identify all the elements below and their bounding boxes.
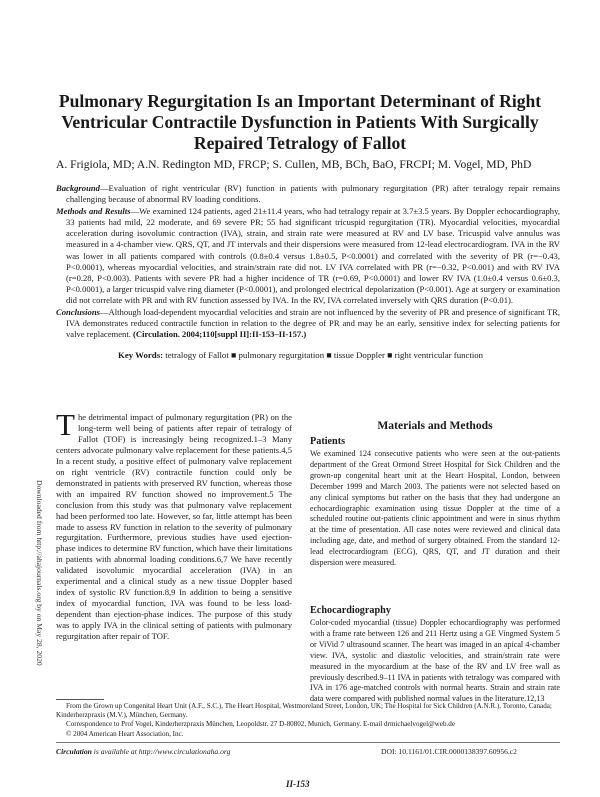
abstract-conclusions: [56, 307, 560, 340]
footnote-copyright: © 2004 American Heart Association, Inc.: [66, 729, 184, 738]
patients-paragraph: We examined 124 consecutive patients who were seen at the out-patients department of the Great Ormond Street Hospital for Sick Children and the grown-up congenital heart unit at the Heart Hospital, London, between December 1999 and March 2003. The patients were not selected based on any clinical symptoms but rather on the basis that they had undergone an echocardiographic examination using tissue Doppler at the time of a scheduled routine out-patients clinic appointment and were in sinus rhythm at the time of presentation. All case notes were reviewed and clinical data including age, date, and method of surgery obtained. From the standard 12-lead electrocardiogram (ECG), QRS, QT, and JT duration and their dispersion were measured.: [310, 449, 560, 568]
doi: DOI: 10.1161/01.CIR.0000138397.60956.c2: [381, 747, 517, 756]
keyword-separator: ■: [230, 350, 237, 360]
abstract-methods: [56, 206, 560, 306]
subheading-patients: Patients: [310, 436, 346, 447]
drop-cap: T: [56, 407, 75, 442]
section-heading-methods: Materials and Methods: [377, 419, 493, 432]
subheading-echocardiography: Echocardiography: [310, 605, 391, 616]
citation: (Circulation. 2004;110[suppl II]:II-153–II-157.): [133, 329, 307, 340]
author-list: A. Frigiola, MD; A.N. Redington MD, FRCP; S. Cullen, MB, BCh, BaO, FRCPI; M. Vogel, MD, PhD: [56, 158, 532, 171]
methods-text: —We examined 124 patients, aged 21±11.4 years, who had tetralogy repair at 3.7±3.5 years. By Doppler echocardiography, 33 patients had mild, 22 moderate, and 69 severe PR; 55 had significant tricuspid regurgitation (TR). Myocardial velocities, myocardial acceleration during isovolumic contraction (IVA), strain, and strain rate were measured at RV and LV base. Tricuspid valve annulus was measured in a 4-chamber view. QRS, QT, and JT intervals and their dispersions were measured from 12-lead electrocardiogram. IVA in the RV was lower in all patients compared with controls (0.8±0.4 versus 1.8±0.5, P<0.0001) and correlated with the severity of PR (r=−0.43, P<0.0001), whereas myocardial velocities, and strain/strain rate did not. LV IVA correlated with PR (r=−0.32, P<0.001) and with RV IVA (r=0.28, P<0.003). Patients with severe PR had a higher incidence of TR (r=0.69, P<0.0001) and lower RV IVA (1.0±0.4 versus 0.6±0.3, P<0.0001), a larger tricuspid valve ring diameter (P<0.0001), and prolonged electrical depolarization (P<0.001). Age at surgery or examination did not correlate with PR and with RV function assessed by IVA. In the RV, IVA correlated inversely with QRS duration (P<0.01).: [66, 206, 560, 305]
conclusions-label: Conclusions: [56, 307, 100, 318]
keywords-label: Key Words:: [118, 350, 164, 360]
journal-name: Circulation: [56, 747, 92, 756]
background-text: —Evaluation of right ventricular (RV) function in patients with pulmonary regurgitation (PR) after tetralogy repair remains challenging because of abnormal RV loading conditions.: [66, 183, 560, 205]
footer-divider: [56, 742, 560, 743]
keyword: pulmonary regurgitation: [238, 350, 325, 360]
abstract: [56, 183, 560, 341]
journal-availability: [56, 747, 230, 756]
keyword: right ventricular function: [394, 350, 484, 360]
keyword: tetralogy of Fallot: [165, 350, 229, 360]
conclusions-text: —Although load-dependent myocardial velocities and strain are not influenced by the severity of PR and presence of significant TR, IVA demonstrates reduced contractile function in relation to the degree of PR and may be an early, sensitive index for selecting patients for valve replacement.: [66, 307, 560, 340]
footnotes: [56, 702, 566, 739]
keyword: tissue Doppler: [333, 350, 385, 360]
introduction-text: he detrimental impact of pulmonary regurgitation (PR) on the long-term well being of patients after repair of tetralogy of Fallot (TOF) is increasingly being recognized.1–3 Many centers advocate pulmonary valve replacement for these patients.4,5 In a recent study, a positive effect of pulmonary valve replacement on right ventricle (RV) contractile function could only be demonstrated in patients with preserved RV function, whereas those with an impaired RV function showed no improvement.5 The conclusion from this study was that pulmonary valve replacement had been performed too late. However, so far, little attempt has been made to assess RV function in relation to the severity of pulmonary regurgitation. Furthermore, previous studies have used ejection-phase indices to determine RV function, which have their limitations in patients with abnormal loading conditions.6,7 We have recently validated isovolumic myocardial acceleration (IVA) in an experimental and a clinical study as a new tissue Doppler based index of systolic RV function.8,9 In addition to being a sensitive index of myocardial function, IVA was found to be less load-dependent than ejection-phase indices. The purpose of this study was to apply IVA in the clinical setting of patients with pulmonary regurgitation after repair of TOF.: [56, 412, 292, 642]
footnote-divider: [56, 699, 104, 700]
echocardiography-paragraph: Color-coded myocardial (tissue) Doppler echocardiography was performed with a frame rate between 126 and 211 Hertz using a GE Vingmed System 5 or ViVid 7 ultrasound scanner. The heart was imaged in an apical 4-chamber view. IVA, systolic and diastolic velocities, and strain/strain rate were measured in the myocardium at the base of the RV and LV free wall as previously described.9–11 IVA in patients with tetralogy was compared with IVA in 176 age-matched controls with normal hearts. Strain and strain rate data were compared with published normal values in the literature.12,13: [310, 618, 560, 704]
keywords: [118, 350, 578, 361]
footnote-correspondence: Correspondence to Prof Vogel, Kinderherzpraxis München, Leopoldstr. 27 D-80802, Munich, Germany. E-mail drmichaelvogel@web.de: [66, 720, 455, 729]
article-title: Pulmonary Regurgitation Is an Important Determinant of Right Ventricular Contractile Dysfunction in Patients With Surgically Repaired Tetralogy of Fallot: [58, 91, 542, 153]
page-number: II-153: [286, 779, 310, 789]
keyword-separator: ■: [387, 350, 393, 360]
journal-url-text: is available at http://www.circulationaha.org: [91, 747, 231, 756]
download-watermark: Downloaded from http://ahajournals.org by on May 28, 2020: [35, 480, 44, 666]
introduction-column: [56, 407, 292, 642]
methods-label: Methods and Results: [56, 206, 131, 217]
abstract-background: [56, 183, 560, 205]
footnote-affiliation: From the Grown up Congenital Heart Unit (A.F., S.C.), The Heart Hospital, Westmoreland Street, London, UK; The Hospital for Sick Children (A.N.R.), Toronto, Canada; Kinderherzpraxis (M.V.), München, Germany.: [56, 702, 552, 720]
keyword-separator: ■: [326, 350, 332, 360]
background-label: Background: [56, 183, 100, 193]
